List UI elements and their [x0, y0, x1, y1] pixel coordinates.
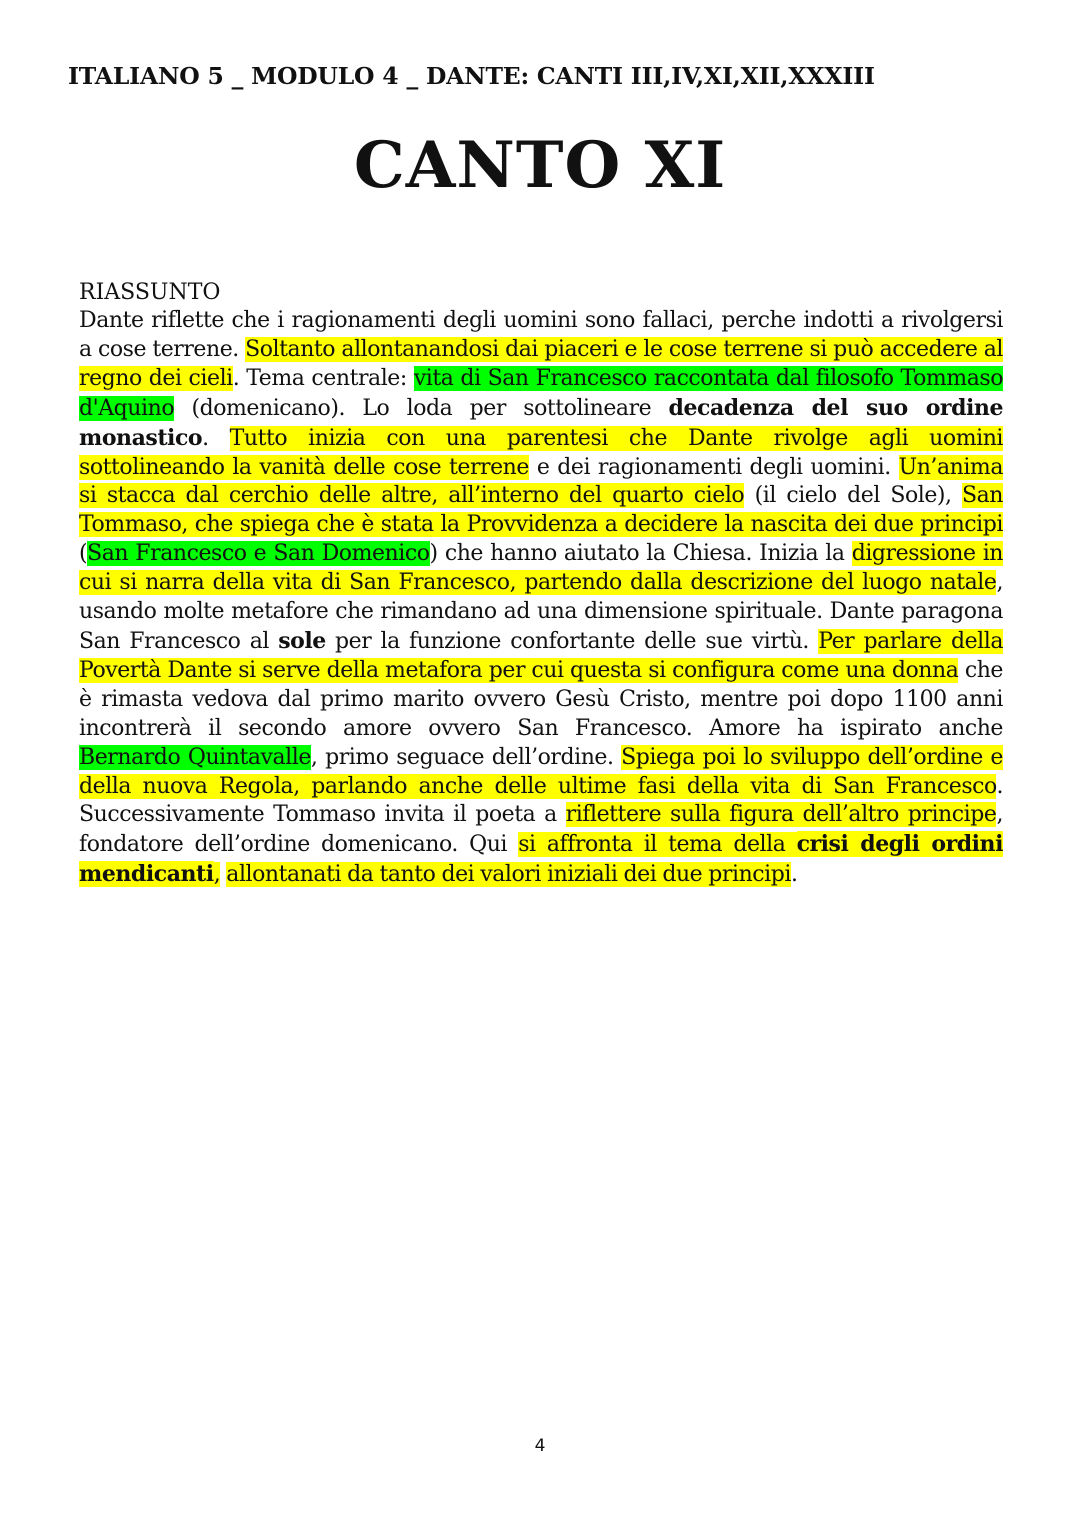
yellow-highlight: digressione in cui si narra della vita di San Francesco, partendo dalla descrizione del luogo natale	[79, 541, 1004, 596]
text-run: che è rimasta vedova dal primo marito ovvero Gesù Cristo, mentre poi dopo 1100 anni incontrerà il secondo amore ovvero San Francesco. Amore ha ispirato anche	[79, 657, 1004, 741]
text-run: per la funzione confortante delle sue virtù.	[325, 628, 819, 654]
text-run: .	[790, 862, 798, 888]
yellow-highlight: Un’anima si stacca dal cerchio delle altre, all’interno del quarto cielo	[79, 454, 1004, 509]
text-run: , primo seguace dell’ordine.	[310, 744, 622, 770]
document-header: ITALIANO 5 _ MODULO 4 _ DANTE: CANTI III,IV,XI,XII,XXXIII	[68, 62, 875, 90]
text-run: (domenicano). Lo loda per sottolineare	[174, 395, 669, 421]
yellow-highlight: Tutto inizia con una parentesi che Dante rivolge agli uomini sottolineando la vanità delle cose terrene	[79, 425, 1004, 480]
page-title: CANTO XI	[353, 128, 727, 203]
page-number: 4	[534, 1436, 546, 1456]
text-run: , usando molte metafore che rimandano ad una dimensione spirituale. Dante paragona San Francesco al	[79, 570, 1003, 654]
green-highlight: San Francesco e San Domenico	[87, 541, 430, 567]
text-run: ) che hanno aiutato la Chiesa. Inizia la	[429, 541, 852, 567]
yellow-highlight: riflettere sulla figura dell’altro principe	[565, 802, 997, 828]
bold-text-run: decadenza del suo ordine monastico	[79, 394, 1003, 451]
yellow-highlight: Soltanto allontanandosi dai piaceri e le cose terrene si può accedere al regno dei cieli	[79, 336, 1003, 391]
yellow-highlight: Per parlare della Povertà Dante si serve della metafora per cui questa si configura come una donna	[79, 628, 1003, 683]
summary-section	[79, 278, 1003, 890]
text-run: Dante riflette che i ragionamenti degli uomini sono fallaci, perche indotti a rivolgersi a cose terrene.	[79, 308, 1003, 362]
text-run: . Successivamente Tommaso invita il poeta a	[79, 773, 1003, 828]
yellow-highlight: allontanati da tanto dei valori iniziali dei due principi	[226, 862, 791, 888]
green-highlight: vita di San Francesco raccontata dal filosofo Tommaso d'Aquino	[79, 365, 1003, 421]
text-run: .	[202, 425, 230, 451]
green-highlight: Bernardo Quintavalle	[79, 744, 311, 770]
summary-paragraph	[79, 307, 1003, 890]
bold-text-run: sole	[278, 627, 326, 654]
yellow-highlight: si affronta il tema della	[518, 832, 797, 858]
yellow-highlight: Spiega poi lo sviluppo dell’ordine e della nuova Regola, parlando anche delle ultime fasi della vita di San Francesco	[79, 744, 1003, 799]
text-run: (	[79, 541, 88, 567]
section-heading: RIASSUNTO	[79, 280, 221, 305]
yellow-highlight: San Tommaso, che spiega che è stata la Provvidenza a decidere la nascita dei due principi	[79, 483, 1003, 538]
text-run: e dei ragionamenti degli uomini.	[528, 454, 899, 480]
yellow-highlight: ,	[213, 862, 221, 888]
yellow-bold-highlight: crisi degli ordini mendicanti	[79, 831, 1004, 888]
text-run: , fondatore dell’ordine domenicano. Qui	[79, 802, 1003, 858]
text-run: . Tema centrale:	[232, 365, 414, 391]
text-run: (il cielo del Sole),	[744, 483, 962, 509]
